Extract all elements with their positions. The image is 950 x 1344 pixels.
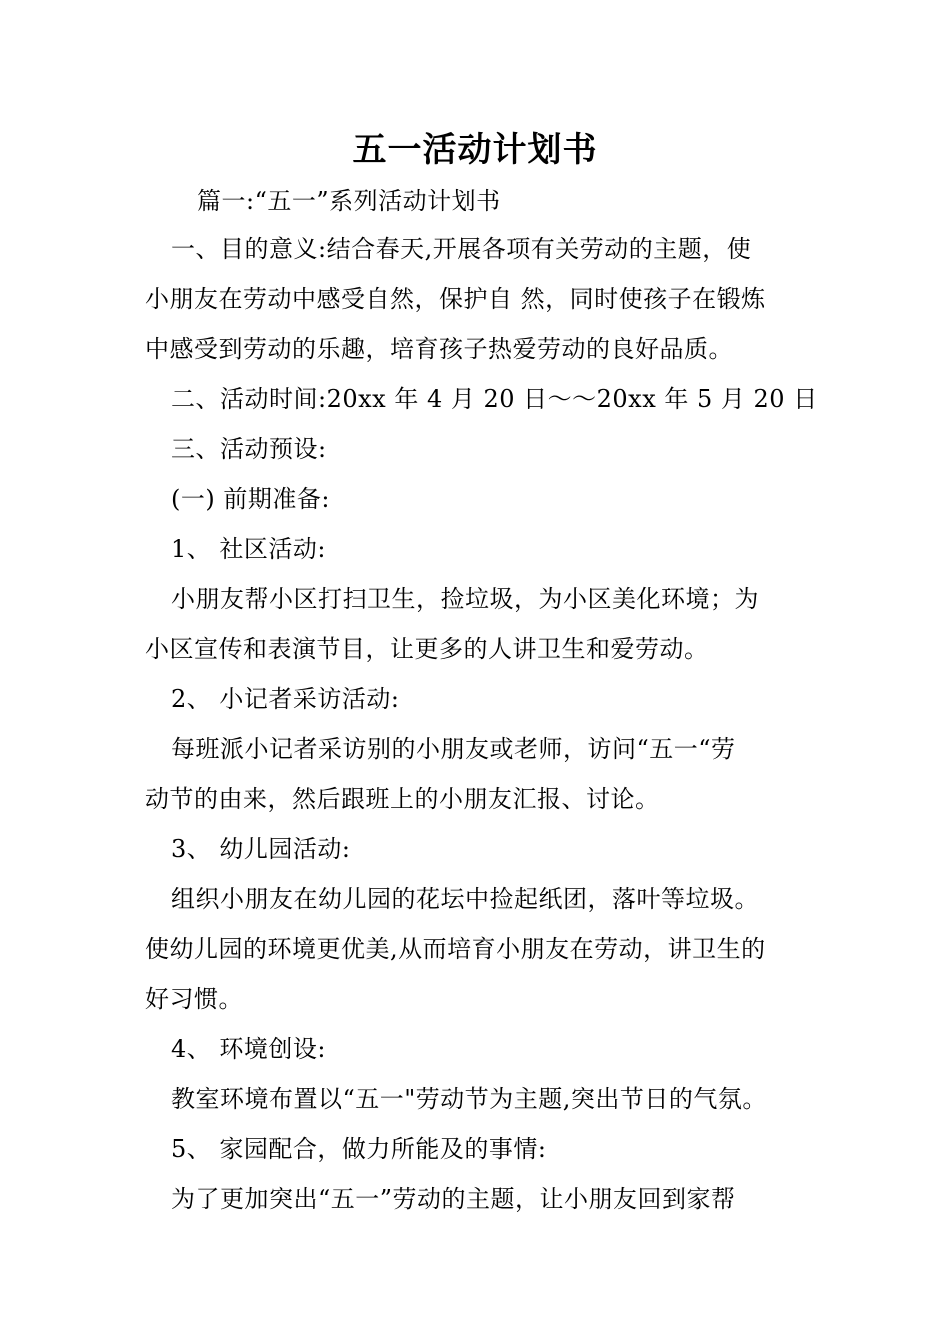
section-heading: 三、活动预设: (171, 435, 327, 463)
item-heading: 1、 社区活动: (171, 535, 326, 563)
paragraph-line: 小朋友帮小区打扫卫生，捡垃圾，为小区美化环境；为 (171, 585, 759, 613)
subtitle-line: 篇一:“五一”系列活动计划书 (197, 187, 501, 215)
paragraph-line: 中感受到劳动的乐趣，培育孩子热爱劳动的良好品质。 (145, 335, 733, 363)
paragraph-line: 教室环境布置以“五一"劳动节为主题,突出节日的气氛。 (171, 1085, 767, 1113)
paragraph-line: 为了更加突出“五一”劳动的主题，让小朋友回到家帮 (171, 1185, 736, 1213)
paragraph-line: 二、活动时间:20xx 年 4 月 20 日～～20xx 年 5 月 20 日 (171, 385, 818, 413)
paragraph-line: 好习惯。 (145, 985, 243, 1013)
document-title: 五一活动计划书 (352, 130, 598, 170)
item-heading: 5、 家园配合，做力所能及的事情: (171, 1135, 547, 1163)
item-heading: 4、 环境创设: (171, 1035, 326, 1063)
paragraph-line: 小朋友在劳动中感受自然，保护自 然，同时使孩子在锻炼 (145, 285, 766, 313)
item-heading: 2、 小记者采访活动: (171, 685, 400, 713)
paragraph-line: 组织小朋友在幼儿园的花坛中捡起纸团，落叶等垃圾。 (171, 885, 759, 913)
item-heading: 3、 幼儿园活动: (171, 835, 351, 863)
paragraph-line: 使幼儿园的环境更优美,从而培育小朋友在劳动，讲卫生的 (145, 935, 766, 963)
paragraph-line: 一、目的意义:结合春天,开展各项有关劳动的主题，使 (171, 235, 752, 263)
paragraph-line: 每班派小记者采访别的小朋友或老师，访问“五一“劳 (171, 735, 736, 763)
paragraph-line: 动节的由来，然后跟班上的小朋友汇报、讨论。 (145, 785, 660, 813)
paragraph-line: 小区宣传和表演节目，让更多的人讲卫生和爱劳动。 (145, 635, 709, 663)
section-heading: (一) 前期准备: (171, 485, 330, 513)
